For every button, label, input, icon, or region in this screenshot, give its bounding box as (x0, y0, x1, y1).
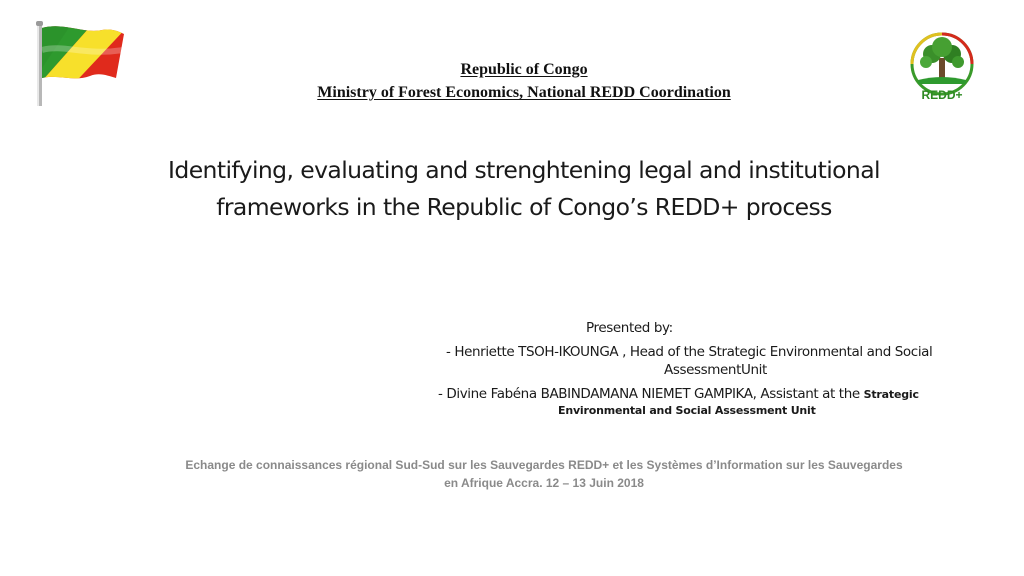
logo-label: REDD+ (921, 88, 963, 102)
presenter-2-line-1 (438, 386, 919, 402)
presented-by-label: Presented by: (586, 320, 673, 336)
header-ministry: Ministry of Forest Economics, National REDD Coordination (317, 84, 731, 101)
presenter-2-name: - Divine Fabéna BABINDAMANA NIEMET GAMPIKA, Assistant at the (438, 386, 864, 402)
presenter-2-line-2: Environmental and Social Assessment Unit (558, 404, 816, 417)
footer-line-2: en Afrique Accra. 12 – 13 Juin 2018 (444, 476, 644, 490)
title-line-1: Identifying, evaluating and strenghtening legal and institutional (168, 156, 880, 184)
presentation-title (0, 152, 1024, 226)
presenter-2-unit-start: Strategic (863, 388, 919, 401)
ministry-header (0, 58, 1024, 104)
title-line-2: frameworks in the Republic of Congo’s REDD+ process (216, 193, 832, 221)
header-country: Republic of Congo (460, 61, 588, 78)
presenter-1-line-2: AssessmentUnit (664, 362, 767, 378)
event-footer (0, 456, 1024, 492)
presenter-1-line-1: - Henriette TSOH-IKOUNGA , Head of the Strategic Environmental and Social (446, 344, 933, 360)
footer-line-1: Echange de connaissances régional Sud-Sud sur les Sauvegardes REDD+ et les Systèmes d’Information sur les Sauvegardes (185, 458, 903, 472)
